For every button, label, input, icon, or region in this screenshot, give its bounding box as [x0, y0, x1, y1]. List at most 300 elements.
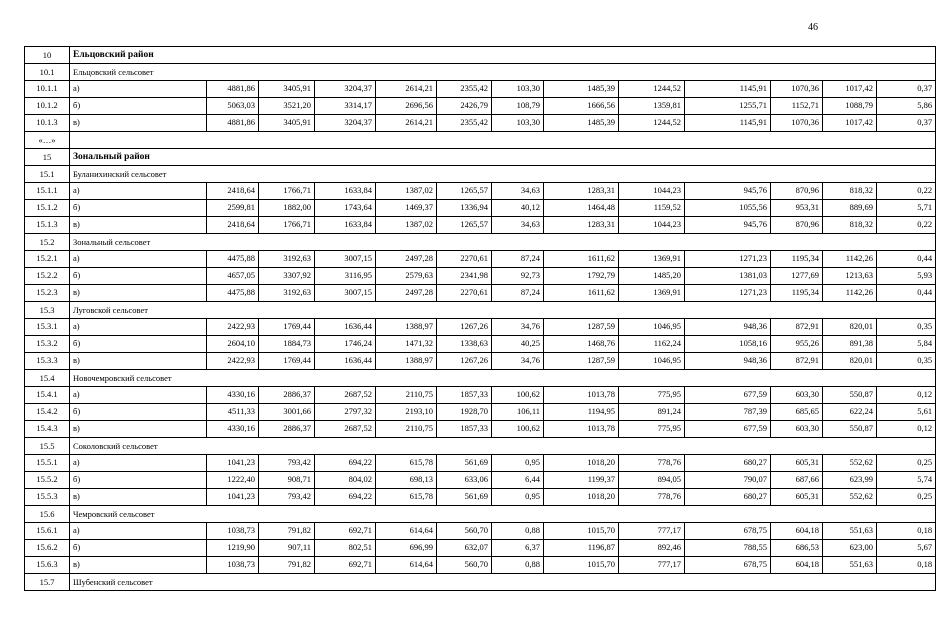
- row-code: 15.6.2: [25, 540, 70, 557]
- value-cell: 3204,37: [315, 115, 376, 132]
- value-cell: 4511,33: [207, 404, 259, 421]
- row-code: 15.3.2: [25, 336, 70, 353]
- value-cell: 694,22: [315, 489, 376, 506]
- row-code: 15.5.2: [25, 472, 70, 489]
- value-cell: 696,99: [376, 540, 437, 557]
- value-cell: 3405,91: [259, 115, 315, 132]
- table-body: [25, 47, 936, 591]
- row-variant-label: в): [70, 217, 207, 234]
- value-cell: 820,01: [823, 353, 877, 370]
- row-variant-label: в): [70, 115, 207, 132]
- value-cell: 2696,56: [376, 98, 437, 115]
- value-cell: 2355,42: [437, 81, 492, 98]
- value-cell: 1041,23: [207, 455, 259, 472]
- value-cell: 1244,52: [619, 115, 685, 132]
- value-cell: 2270,61: [437, 251, 492, 268]
- value-cell: 0,35: [877, 319, 936, 336]
- value-cell: 2497,28: [376, 285, 437, 302]
- district-title: Зональный район: [70, 149, 936, 166]
- value-cell: 891,24: [619, 404, 685, 421]
- value-cell: 0,22: [877, 183, 936, 200]
- value-cell: 1046,95: [619, 319, 685, 336]
- row-code: 15.2.1: [25, 251, 70, 268]
- value-cell: 870,96: [771, 183, 823, 200]
- value-cell: 793,42: [259, 489, 315, 506]
- value-cell: 1469,37: [376, 200, 437, 217]
- council-header-row: [25, 302, 936, 319]
- value-cell: 1387,02: [376, 217, 437, 234]
- value-cell: 818,32: [823, 183, 877, 200]
- council-header-row: [25, 166, 936, 183]
- value-cell: 1387,02: [376, 183, 437, 200]
- council-title: Луговской сельсовет: [70, 302, 936, 319]
- value-cell: 1766,71: [259, 217, 315, 234]
- value-cell: 1277,69: [771, 268, 823, 285]
- value-cell: 1369,91: [619, 285, 685, 302]
- district-header-row: [25, 149, 936, 166]
- row-variant-label: б): [70, 472, 207, 489]
- value-cell: 108,79: [492, 98, 544, 115]
- value-cell: 1857,33: [437, 421, 492, 438]
- table-row: [25, 319, 936, 336]
- value-cell: 4475,88: [207, 251, 259, 268]
- value-cell: 1769,44: [259, 353, 315, 370]
- value-cell: 1088,79: [823, 98, 877, 115]
- value-cell: 2614,21: [376, 115, 437, 132]
- value-cell: 4330,16: [207, 421, 259, 438]
- row-code: 15.1: [25, 166, 70, 183]
- value-cell: 1038,73: [207, 523, 259, 540]
- value-cell: 1044,23: [619, 183, 685, 200]
- council-title: Соколовский сельсовет: [70, 438, 936, 455]
- value-cell: 908,71: [259, 472, 315, 489]
- row-code: 15.5.3: [25, 489, 70, 506]
- value-cell: 551,63: [823, 523, 877, 540]
- ellipsis-cell: [70, 132, 936, 149]
- value-cell: 3204,37: [315, 81, 376, 98]
- row-code: 15.6.1: [25, 523, 70, 540]
- value-cell: 892,46: [619, 540, 685, 557]
- council-header-row: [25, 64, 936, 81]
- table-row: [25, 285, 936, 302]
- table-row: [25, 251, 936, 268]
- value-cell: 678,75: [685, 523, 771, 540]
- value-cell: 1884,73: [259, 336, 315, 353]
- value-cell: 1611,62: [544, 285, 619, 302]
- value-cell: 614,64: [376, 523, 437, 540]
- row-variant-label: б): [70, 200, 207, 217]
- value-cell: 1195,34: [771, 285, 823, 302]
- value-cell: 1369,91: [619, 251, 685, 268]
- value-cell: 698,13: [376, 472, 437, 489]
- row-code: 15.6: [25, 506, 70, 523]
- value-cell: 604,18: [771, 557, 823, 574]
- value-cell: 2341,98: [437, 268, 492, 285]
- value-cell: 1244,52: [619, 81, 685, 98]
- value-cell: 1485,39: [544, 115, 619, 132]
- council-header-row: [25, 370, 936, 387]
- value-cell: 1194,95: [544, 404, 619, 421]
- council-title: Новочемровский сельсовет: [70, 370, 936, 387]
- value-cell: 622,24: [823, 404, 877, 421]
- value-cell: 1055,56: [685, 200, 771, 217]
- value-cell: 100,62: [492, 387, 544, 404]
- value-cell: 1468,76: [544, 336, 619, 353]
- value-cell: 0,37: [877, 81, 936, 98]
- value-cell: 0,44: [877, 251, 936, 268]
- row-code: 15.1.2: [25, 200, 70, 217]
- value-cell: 1666,56: [544, 98, 619, 115]
- value-cell: 870,96: [771, 217, 823, 234]
- value-cell: 87,24: [492, 285, 544, 302]
- value-cell: 1287,59: [544, 319, 619, 336]
- value-cell: 103,30: [492, 81, 544, 98]
- value-cell: 1015,70: [544, 523, 619, 540]
- value-cell: 0,22: [877, 217, 936, 234]
- value-cell: 677,59: [685, 387, 771, 404]
- value-cell: 3192,63: [259, 285, 315, 302]
- value-cell: 106,11: [492, 404, 544, 421]
- value-cell: 775,95: [619, 387, 685, 404]
- value-cell: 633,06: [437, 472, 492, 489]
- value-cell: 1038,73: [207, 557, 259, 574]
- value-cell: 802,51: [315, 540, 376, 557]
- council-title: Буланихинский сельсовет: [70, 166, 936, 183]
- value-cell: 561,69: [437, 489, 492, 506]
- value-cell: 787,39: [685, 404, 771, 421]
- value-cell: 615,78: [376, 489, 437, 506]
- value-cell: 2886,37: [259, 387, 315, 404]
- value-cell: 2426,79: [437, 98, 492, 115]
- row-code: 15.7: [25, 574, 70, 591]
- value-cell: 793,42: [259, 455, 315, 472]
- table-row: [25, 217, 936, 234]
- value-cell: 3405,91: [259, 81, 315, 98]
- value-cell: 3001,66: [259, 404, 315, 421]
- row-variant-label: в): [70, 353, 207, 370]
- value-cell: 2886,37: [259, 421, 315, 438]
- table-row: [25, 353, 936, 370]
- value-cell: 34,76: [492, 353, 544, 370]
- value-cell: 1013,78: [544, 421, 619, 438]
- district-header-row: [25, 47, 936, 64]
- row-code: 15.4.1: [25, 387, 70, 404]
- value-cell: 778,76: [619, 489, 685, 506]
- value-cell: 1213,63: [823, 268, 877, 285]
- value-cell: 0,35: [877, 353, 936, 370]
- value-cell: 2579,63: [376, 268, 437, 285]
- value-cell: 694,22: [315, 455, 376, 472]
- value-cell: 2614,21: [376, 81, 437, 98]
- value-cell: 692,71: [315, 523, 376, 540]
- value-cell: 1041,23: [207, 489, 259, 506]
- row-variant-label: б): [70, 404, 207, 421]
- value-cell: 788,55: [685, 540, 771, 557]
- value-cell: 1152,71: [771, 98, 823, 115]
- value-cell: 686,53: [771, 540, 823, 557]
- value-cell: 777,17: [619, 557, 685, 574]
- value-cell: 678,75: [685, 557, 771, 574]
- value-cell: 894,05: [619, 472, 685, 489]
- row-code: 15.3.3: [25, 353, 70, 370]
- value-cell: 818,32: [823, 217, 877, 234]
- page-number: 46: [808, 22, 818, 33]
- value-cell: 0,12: [877, 387, 936, 404]
- value-cell: 0,95: [492, 489, 544, 506]
- table-row: [25, 268, 936, 285]
- value-cell: 1857,33: [437, 387, 492, 404]
- value-cell: 872,91: [771, 353, 823, 370]
- value-cell: 775,95: [619, 421, 685, 438]
- value-cell: 0,12: [877, 421, 936, 438]
- value-cell: 560,70: [437, 523, 492, 540]
- value-cell: 2599,81: [207, 200, 259, 217]
- value-cell: 948,36: [685, 353, 771, 370]
- value-cell: 907,11: [259, 540, 315, 557]
- value-cell: 1142,26: [823, 251, 877, 268]
- row-variant-label: а): [70, 455, 207, 472]
- value-cell: 1381,03: [685, 268, 771, 285]
- value-cell: 680,27: [685, 489, 771, 506]
- value-cell: 804,02: [315, 472, 376, 489]
- row-variant-label: в): [70, 557, 207, 574]
- value-cell: 5,61: [877, 404, 936, 421]
- value-cell: 687,66: [771, 472, 823, 489]
- value-cell: 560,70: [437, 557, 492, 574]
- value-cell: 87,24: [492, 251, 544, 268]
- value-cell: 604,18: [771, 523, 823, 540]
- value-cell: 1018,20: [544, 489, 619, 506]
- value-cell: 1287,59: [544, 353, 619, 370]
- row-variant-label: а): [70, 81, 207, 98]
- value-cell: 34,63: [492, 183, 544, 200]
- value-cell: 1464,48: [544, 200, 619, 217]
- value-cell: 615,78: [376, 455, 437, 472]
- value-cell: 3007,15: [315, 251, 376, 268]
- value-cell: 4475,88: [207, 285, 259, 302]
- value-cell: 551,63: [823, 557, 877, 574]
- value-cell: 1070,36: [771, 81, 823, 98]
- value-cell: 2422,93: [207, 353, 259, 370]
- value-cell: 6,37: [492, 540, 544, 557]
- value-cell: 3007,15: [315, 285, 376, 302]
- value-cell: 3307,92: [259, 268, 315, 285]
- value-cell: 1283,31: [544, 183, 619, 200]
- value-cell: 1283,31: [544, 217, 619, 234]
- value-cell: 1336,94: [437, 200, 492, 217]
- value-cell: 945,76: [685, 217, 771, 234]
- council-header-row: [25, 234, 936, 251]
- value-cell: 692,71: [315, 557, 376, 574]
- value-cell: 2422,93: [207, 319, 259, 336]
- value-cell: 777,17: [619, 523, 685, 540]
- row-code: 10.1.3: [25, 115, 70, 132]
- value-cell: 5,67: [877, 540, 936, 557]
- value-cell: 632,07: [437, 540, 492, 557]
- row-variant-label: в): [70, 285, 207, 302]
- value-cell: 955,26: [771, 336, 823, 353]
- value-cell: 2687,52: [315, 387, 376, 404]
- value-cell: 0,18: [877, 557, 936, 574]
- row-variant-label: а): [70, 523, 207, 540]
- value-cell: 790,07: [685, 472, 771, 489]
- ellipsis-row: [25, 132, 936, 149]
- value-cell: 5,86: [877, 98, 936, 115]
- value-cell: 1265,57: [437, 217, 492, 234]
- row-variant-label: а): [70, 387, 207, 404]
- council-header-row: [25, 574, 936, 591]
- value-cell: 3192,63: [259, 251, 315, 268]
- row-code: «…»: [25, 132, 70, 149]
- value-cell: 1792,79: [544, 268, 619, 285]
- value-cell: 791,82: [259, 523, 315, 540]
- row-code: 15.6.3: [25, 557, 70, 574]
- row-code: 15.1.1: [25, 183, 70, 200]
- value-cell: 2110,75: [376, 421, 437, 438]
- row-code: 15.2.2: [25, 268, 70, 285]
- value-cell: 889,69: [823, 200, 877, 217]
- value-cell: 778,76: [619, 455, 685, 472]
- value-cell: 5,71: [877, 200, 936, 217]
- row-code: 15: [25, 149, 70, 166]
- value-cell: 1267,26: [437, 353, 492, 370]
- value-cell: 1219,90: [207, 540, 259, 557]
- value-cell: 603,30: [771, 421, 823, 438]
- value-cell: 3521,20: [259, 98, 315, 115]
- value-cell: 1070,36: [771, 115, 823, 132]
- value-cell: 5,84: [877, 336, 936, 353]
- value-cell: 1145,91: [685, 81, 771, 98]
- value-cell: 552,62: [823, 455, 877, 472]
- council-title: Чемровский сельсовет: [70, 506, 936, 523]
- value-cell: 92,73: [492, 268, 544, 285]
- value-cell: 1485,20: [619, 268, 685, 285]
- value-cell: 34,63: [492, 217, 544, 234]
- value-cell: 0,37: [877, 115, 936, 132]
- value-cell: 0,25: [877, 455, 936, 472]
- value-cell: 1633,84: [315, 217, 376, 234]
- value-cell: 550,87: [823, 387, 877, 404]
- value-cell: 1196,87: [544, 540, 619, 557]
- value-cell: 1636,44: [315, 319, 376, 336]
- row-code: 15.4: [25, 370, 70, 387]
- value-cell: 1928,70: [437, 404, 492, 421]
- value-cell: 1046,95: [619, 353, 685, 370]
- value-cell: 3314,17: [315, 98, 376, 115]
- value-cell: 0,88: [492, 557, 544, 574]
- row-code: 15.5: [25, 438, 70, 455]
- row-code: 10: [25, 47, 70, 64]
- value-cell: 3116,95: [315, 268, 376, 285]
- value-cell: 605,31: [771, 455, 823, 472]
- value-cell: 5063,03: [207, 98, 259, 115]
- value-cell: 1746,24: [315, 336, 376, 353]
- value-cell: 1222,40: [207, 472, 259, 489]
- value-cell: 0,95: [492, 455, 544, 472]
- row-code: 15.2.3: [25, 285, 70, 302]
- value-cell: 1195,34: [771, 251, 823, 268]
- value-cell: 0,44: [877, 285, 936, 302]
- value-cell: 4657,05: [207, 268, 259, 285]
- value-cell: 561,69: [437, 455, 492, 472]
- table-row: [25, 404, 936, 421]
- value-cell: 623,00: [823, 540, 877, 557]
- value-cell: 2497,28: [376, 251, 437, 268]
- value-cell: 1267,26: [437, 319, 492, 336]
- row-code: 15.2: [25, 234, 70, 251]
- value-cell: 605,31: [771, 489, 823, 506]
- row-variant-label: б): [70, 268, 207, 285]
- value-cell: 1199,37: [544, 472, 619, 489]
- district-title: Ельцовский район: [70, 47, 936, 64]
- value-cell: 2604,10: [207, 336, 259, 353]
- value-cell: 945,76: [685, 183, 771, 200]
- value-cell: 1766,71: [259, 183, 315, 200]
- value-cell: 2418,64: [207, 217, 259, 234]
- row-code: 10.1.1: [25, 81, 70, 98]
- row-code: 15.4.3: [25, 421, 70, 438]
- table-row: [25, 387, 936, 404]
- value-cell: 1017,42: [823, 115, 877, 132]
- value-cell: 614,64: [376, 557, 437, 574]
- value-cell: 2193,10: [376, 404, 437, 421]
- value-cell: 1271,23: [685, 251, 771, 268]
- value-cell: 2270,61: [437, 285, 492, 302]
- value-cell: 1044,23: [619, 217, 685, 234]
- value-cell: 1013,78: [544, 387, 619, 404]
- value-cell: 1743,64: [315, 200, 376, 217]
- value-cell: 1271,23: [685, 285, 771, 302]
- value-cell: 891,38: [823, 336, 877, 353]
- value-cell: 1769,44: [259, 319, 315, 336]
- value-cell: 1142,26: [823, 285, 877, 302]
- value-cell: 1017,42: [823, 81, 877, 98]
- value-cell: 34,76: [492, 319, 544, 336]
- table-row: [25, 557, 936, 574]
- table-row: [25, 98, 936, 115]
- value-cell: 0,88: [492, 523, 544, 540]
- value-cell: 2355,42: [437, 115, 492, 132]
- row-code: 10.1.2: [25, 98, 70, 115]
- table-row: [25, 455, 936, 472]
- value-cell: 1159,52: [619, 200, 685, 217]
- row-variant-label: а): [70, 251, 207, 268]
- value-cell: 1058,16: [685, 336, 771, 353]
- value-cell: 1388,97: [376, 319, 437, 336]
- value-cell: 2797,32: [315, 404, 376, 421]
- value-cell: 1636,44: [315, 353, 376, 370]
- tariff-table: [24, 46, 936, 591]
- row-code: 15.4.2: [25, 404, 70, 421]
- row-variant-label: а): [70, 183, 207, 200]
- value-cell: 0,25: [877, 489, 936, 506]
- value-cell: 103,30: [492, 115, 544, 132]
- row-variant-label: б): [70, 336, 207, 353]
- table-row: [25, 336, 936, 353]
- value-cell: 2687,52: [315, 421, 376, 438]
- table-row: [25, 540, 936, 557]
- council-title: Ельцовский сельсовет: [70, 64, 936, 81]
- value-cell: 603,30: [771, 387, 823, 404]
- value-cell: 680,27: [685, 455, 771, 472]
- value-cell: 791,82: [259, 557, 315, 574]
- value-cell: 4881,86: [207, 81, 259, 98]
- value-cell: 40,25: [492, 336, 544, 353]
- value-cell: 0,18: [877, 523, 936, 540]
- value-cell: 953,31: [771, 200, 823, 217]
- value-cell: 552,62: [823, 489, 877, 506]
- table-row: [25, 523, 936, 540]
